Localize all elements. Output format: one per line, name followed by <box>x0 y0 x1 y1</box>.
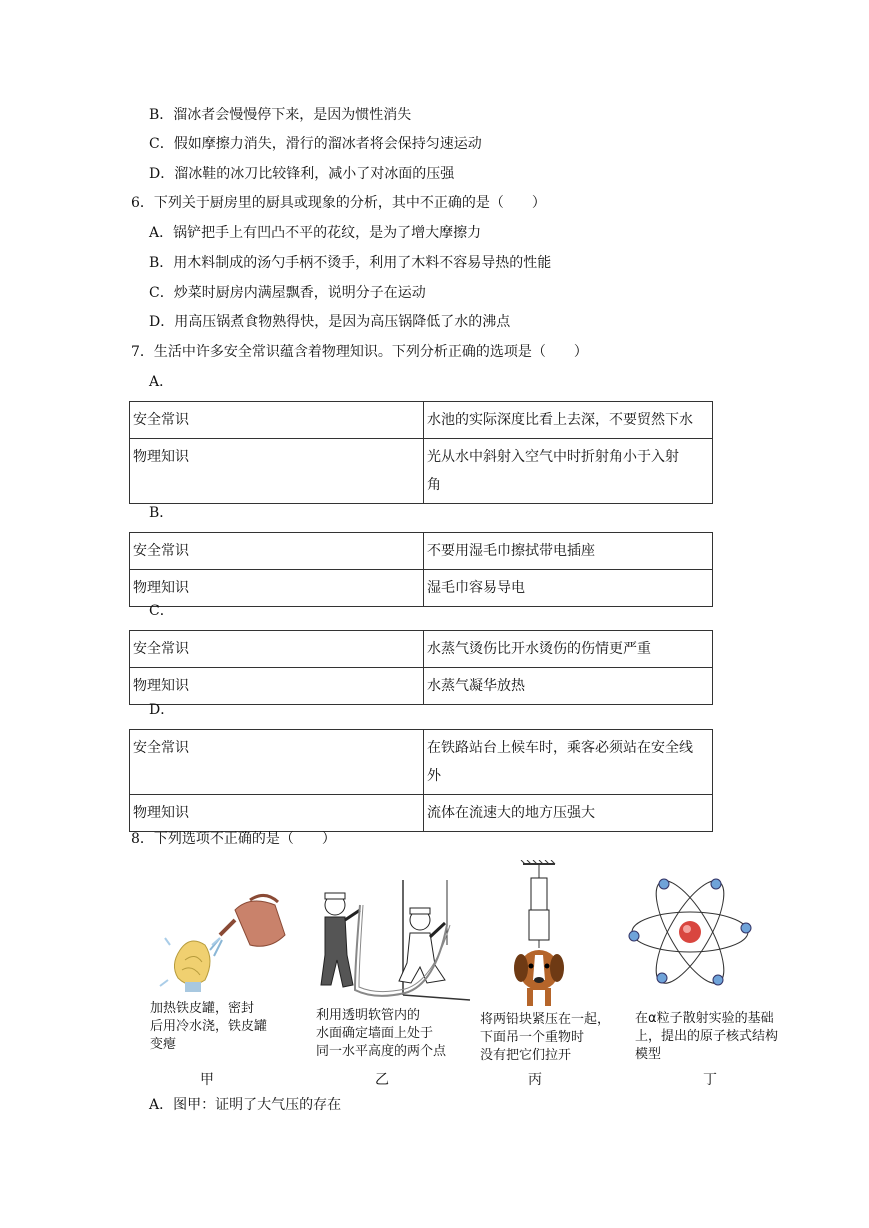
figure-ding-label: 丁 <box>703 1072 717 1088</box>
figure-yi-label: 乙 <box>375 1072 389 1088</box>
q6-option-c: C．炒菜时厨房内满屋飘香，说明分子在运动 <box>149 285 426 301</box>
table-cell-head: 物理知识 <box>130 570 424 607</box>
table-cell-head: 安全常识 <box>130 631 424 668</box>
table-cell-value: 水蒸气烫伤比开水烫伤的伤情更严重 <box>424 631 713 668</box>
figure-bing-caption: 将两铅块紧压在一起， 下面吊一个重物时 没有把它们拉开 <box>480 1012 611 1063</box>
q7-table-d <box>129 729 713 832</box>
q7-table-d-label: D． <box>149 702 175 718</box>
q7-table-b <box>129 532 713 607</box>
q7-table-b-label: B． <box>149 505 174 521</box>
table-cell-head: 安全常识 <box>130 730 424 795</box>
table-cell-head: 物理知识 <box>130 795 424 832</box>
figure-bing-label: 丙 <box>528 1072 542 1088</box>
figure-jia-label: 甲 <box>200 1072 214 1088</box>
question-7-stem: 7．生活中许多安全常识蕴含着物理知识。下列分析正确的选项是（ ） <box>131 344 588 360</box>
q7-table-a-label: A． <box>149 374 174 390</box>
q6-option-b: B．用木料制成的汤勺手柄不烫手，利用了木料不容易导热的性能 <box>149 255 552 271</box>
table-cell-value: 湿毛巾容易导电 <box>424 570 713 607</box>
q5-option-d: D．溜冰鞋的冰刀比较锋利，减小了对冰面的压强 <box>149 166 455 182</box>
q8-figure-group <box>140 855 780 1095</box>
lead-blocks-dog-illustration <box>505 860 585 1010</box>
atom-model-illustration <box>628 870 752 994</box>
question-6-stem: 6．下列关于厨房里的厨具或现象的分析，其中不正确的是（ ） <box>131 195 546 211</box>
q8-option-a: A．图甲：证明了大气压的存在 <box>149 1097 342 1113</box>
workers-hose-illustration <box>315 875 475 1005</box>
q6-option-a: A．锅铲把手上有凹凸不平的花纹，是为了增大摩擦力 <box>149 225 482 241</box>
table-cell-value: 在铁路站台上候车时，乘客必须站在安全线 外 <box>424 730 713 795</box>
q7-table-c-label: C． <box>149 603 174 619</box>
figure-yi-caption: 利用透明软管内的 水面确定墙面上处于 同一水平高度的两个点 <box>316 1008 447 1059</box>
table-cell-value: 水蒸气凝华放热 <box>424 668 713 705</box>
table-cell-head: 物理知识 <box>130 439 424 504</box>
figure-ding-caption: 在α粒子散射实验的基础 上，提出的原子核式结构 模型 <box>635 1011 779 1062</box>
q6-option-d: D．用高压锅煮食物熟得快，是因为高压锅降低了水的沸点 <box>149 314 511 330</box>
question-8-stem: 8．下列选项不正确的是（ ） <box>131 831 336 847</box>
q7-table-a <box>129 401 713 504</box>
table-cell-head: 安全常识 <box>130 533 424 570</box>
table-cell-value: 光从水中斜射入空气中时折射角小于入射 角 <box>424 439 713 504</box>
q5-option-b: B．溜冰者会慢慢停下来，是因为惯性消失 <box>149 107 412 123</box>
table-cell-value: 水池的实际深度比看上去深，不要贸然下水 <box>424 402 713 439</box>
table-cell-head: 安全常识 <box>130 402 424 439</box>
figure-jia-caption: 加热铁皮罐，密封 后用冷水浇，铁皮罐 变瘪 <box>150 1001 268 1052</box>
table-cell-value: 流体在流速大的地方压强大 <box>424 795 713 832</box>
table-cell-value: 不要用湿毛巾擦拭带电插座 <box>424 533 713 570</box>
table-cell-head: 物理知识 <box>130 668 424 705</box>
q7-table-c <box>129 630 713 705</box>
kettle-can-illustration <box>150 890 300 1000</box>
q5-option-c: C．假如摩擦力消失，滑行的溜冰者将会保持匀速运动 <box>149 136 482 152</box>
